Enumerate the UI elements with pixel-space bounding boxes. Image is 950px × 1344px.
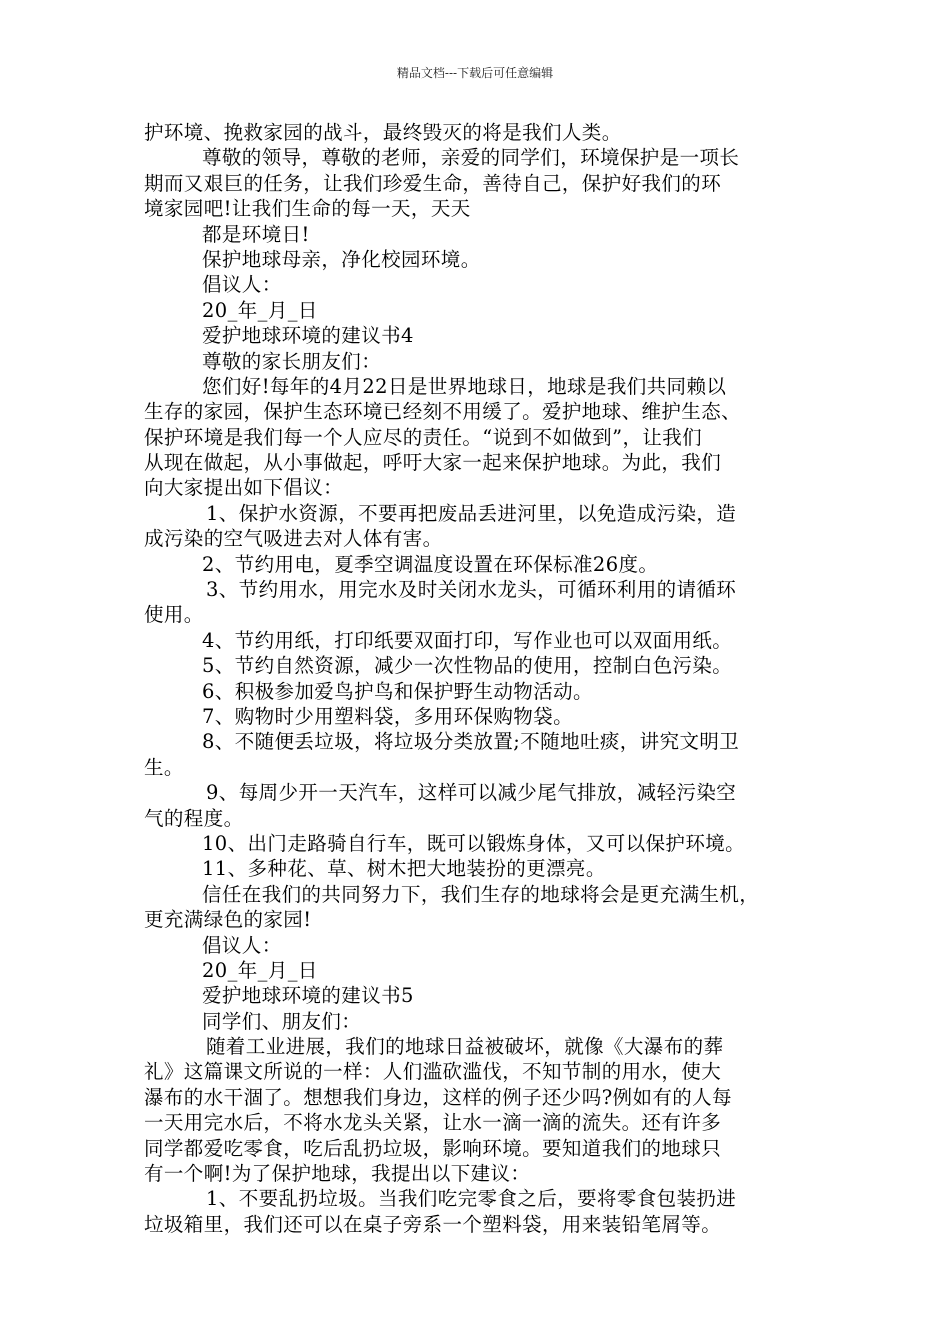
text-line: 成污染的空气吸进去对人体有害。 (144, 527, 443, 551)
text-line: 1、保护水资源，不要再把废品丢进河里，以免造成污染，造 (206, 501, 737, 525)
text-line: 同学都爱吃零食，吃后乱扔垃圾，影响环境。要知道我们的地球只 (144, 1136, 722, 1160)
text-line: 护环境、挽救家园的战斗，最终毁灭的将是我们人类。 (144, 121, 622, 144)
page-header: 精品文档---下载后可任意编辑 (396, 66, 554, 80)
text-line: 一天用完水后，不将水龙头关紧，让水一滴一滴的流失。还有许多 (144, 1111, 722, 1135)
text-line: 2、节约用电，夏季空调温度设置在环保标准26度。 (202, 552, 659, 576)
text-line: 倡议人： (202, 933, 282, 957)
text-line: 尊敬的领导，尊敬的老师，亲爱的同学们，环境保护是一项长 (202, 146, 740, 170)
text-line: 保护环境是我们每一个人应尽的责任。“说到不如做到”，让我们 (144, 425, 703, 449)
text-line: 有一个啊!为了保护地球，我提出以下建议： (144, 1162, 531, 1186)
text-line: 尊敬的家长朋友们： (202, 349, 382, 373)
text-line: 20_年_月_日 (202, 958, 318, 982)
text-line: 境家园吧!让我们生命的每一天，天天 (144, 197, 471, 221)
text-line: 垃圾箱里，我们还可以在桌子旁系一个塑料袋，用来装铅笔屑等。 (144, 1212, 722, 1236)
text-line: 1、不要乱扔垃圾。当我们吃完零食之后，要将零食包装扔进 (206, 1187, 737, 1211)
text-line: 保护地球母亲，净化校园环境。 (202, 247, 481, 271)
text-line: 6、积极参加爱鸟护鸟和保护野生动物活动。 (202, 679, 593, 703)
text-line: 礼》这篇课文所说的一样：人们滥砍滥伐，不知节制的用水，使大 (144, 1060, 722, 1084)
text-line: 爱护地球环境的建议书4 (202, 324, 414, 348)
text-line: 向大家提出如下倡议： (144, 476, 344, 500)
text-line: 10、出门走路骑自行车，既可以锻炼身体，又可以保护环境。 (202, 831, 746, 855)
text-line: 4、节约用纸，打印纸要双面打印，写作业也可以双面用纸。 (202, 628, 733, 652)
text-line: 20_年_月_日 (202, 298, 318, 322)
text-line: 爱护地球环境的建议书5 (202, 984, 414, 1008)
text-line: 3、节约用水，用完水及时关闭水龙头，可循环利用的请循环 (206, 578, 737, 602)
text-line: 8、不随便丢垃圾，将垃圾分类放置;不随地吐痰，讲究文明卫 (202, 730, 740, 754)
text-line: 都是环境日! (202, 222, 310, 246)
text-line: 5、节约自然资源，减少一次性物品的使用，控制白色污染。 (202, 654, 733, 678)
text-line: 倡议人： (202, 273, 282, 297)
text-line: 瀑布的水干涸了。想想我们身边，这样的例子还少吗?例如有的人每 (144, 1085, 732, 1109)
text-line: 生存的家园，保护生态环境已经刻不用缓了。爱护地球、维护生态、 (144, 400, 742, 424)
text-line: 从现在做起，从小事做起，呼吁大家一起来保护地球。为此，我们 (144, 451, 722, 475)
text-line: 7、购物时少用塑料袋，多用环保购物袋。 (202, 704, 574, 728)
text-line: 生。 (144, 755, 184, 779)
text-line: 更充满绿色的家园! (144, 908, 312, 932)
text-line: 11、多种花、草、树木把大地装扮的更漂亮。 (202, 857, 606, 881)
text-line: 随着工业进展，我们的地球日益被破坏，就像《大瀑布的葬 (206, 1035, 724, 1059)
text-line: 期而又艰巨的任务，让我们珍爱生命，善待自己，保护好我们的环 (144, 171, 722, 195)
text-line: 您们好!每年的4月22日是世界地球日，地球是我们共同赖以 (202, 374, 727, 398)
text-line: 使用。 (144, 603, 204, 627)
text-line: 气的程度。 (144, 806, 244, 830)
text-line: 同学们、朋友们： (202, 1009, 362, 1033)
text-line: 信任在我们的共同努力下，我们生存的地球将会是更充满生机， (202, 882, 760, 906)
document-body (144, 120, 810, 1237)
text-line: 9、每周少开一天汽车，这样可以减少尾气排放，减轻污染空 (206, 781, 737, 805)
